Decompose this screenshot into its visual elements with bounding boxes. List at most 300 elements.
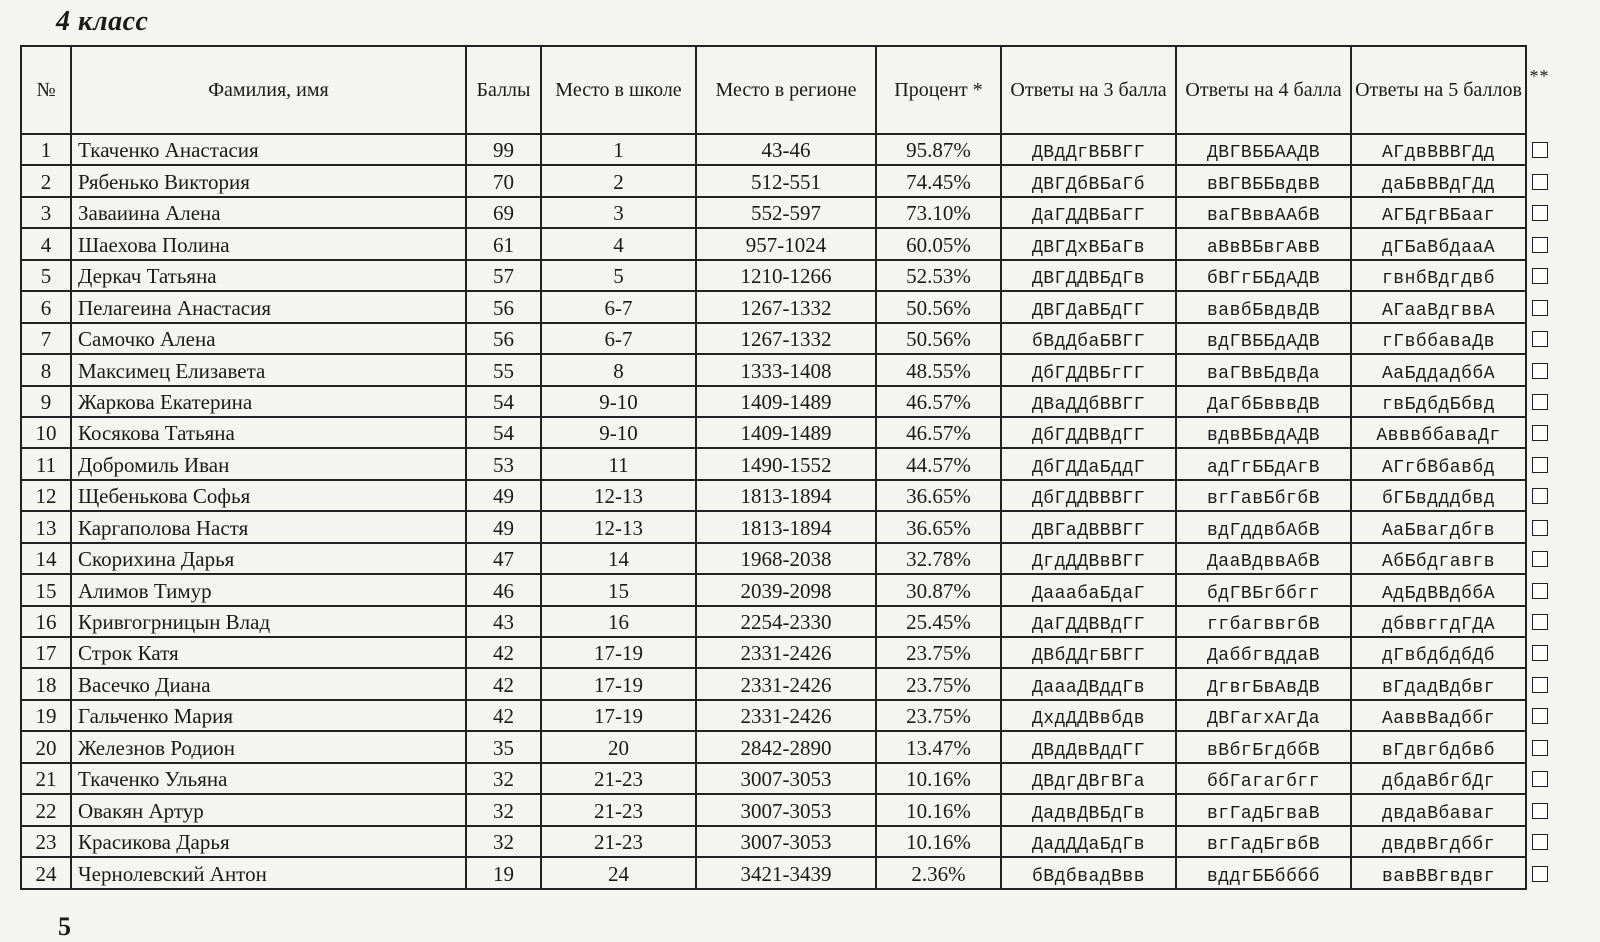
cell-percent: 50.56% xyxy=(876,291,1001,322)
cell-score: 69 xyxy=(466,197,541,228)
cell-checkbox xyxy=(1526,543,1553,574)
cell-region-place: 552-597 xyxy=(696,197,876,228)
cell-school-place: 8 xyxy=(541,354,696,385)
cell-num: 23 xyxy=(21,826,71,857)
cell-answers-5: АаБвагдбгв xyxy=(1351,511,1526,542)
table-row xyxy=(21,511,1553,542)
cell-score: 19 xyxy=(466,857,541,888)
cell-answers-4: вавбБвдвДВ xyxy=(1176,291,1351,322)
cell-percent: 46.57% xyxy=(876,417,1001,448)
cell-region-place: 43-46 xyxy=(696,134,876,165)
cell-answers-4: вдГддвбАбВ xyxy=(1176,511,1351,542)
cell-name: Самочко Алена xyxy=(71,323,466,354)
cell-answers-5: гГвббаваДв xyxy=(1351,323,1526,354)
cell-name: Жаркова Екатерина xyxy=(71,386,466,417)
header-name: Фамилия, имя xyxy=(71,46,466,134)
cell-answers-3: ДгдДДВвВГГ xyxy=(1001,543,1176,574)
cell-num: 10 xyxy=(21,417,71,448)
table-row xyxy=(21,291,1553,322)
cell-checkbox xyxy=(1526,574,1553,605)
row-checkbox[interactable] xyxy=(1532,614,1548,630)
cell-answers-5: гвнбВдгдвб xyxy=(1351,260,1526,291)
cell-percent: 32.78% xyxy=(876,543,1001,574)
cell-checkbox xyxy=(1526,668,1553,699)
row-checkbox[interactable] xyxy=(1532,174,1548,190)
cell-answers-4: ДаГбБвввДВ xyxy=(1176,386,1351,417)
cell-answers-4: бВГгББдАДВ xyxy=(1176,260,1351,291)
cell-school-place: 4 xyxy=(541,228,696,259)
cell-region-place: 2842-2890 xyxy=(696,731,876,762)
cell-school-place: 9-10 xyxy=(541,417,696,448)
cell-checkbox xyxy=(1526,354,1553,385)
cell-region-place: 2331-2426 xyxy=(696,668,876,699)
cell-percent: 36.65% xyxy=(876,480,1001,511)
cell-answers-3: ДВГДДВБдГв xyxy=(1001,260,1176,291)
cell-score: 54 xyxy=(466,386,541,417)
cell-answers-4: ваГВввААбВ xyxy=(1176,197,1351,228)
header-score: Баллы xyxy=(466,46,541,134)
cell-region-place: 1813-1894 xyxy=(696,480,876,511)
cell-checkbox xyxy=(1526,260,1553,291)
cell-answers-4: ггбагввгбВ xyxy=(1176,606,1351,637)
table-row xyxy=(21,165,1553,196)
row-checkbox[interactable] xyxy=(1532,331,1548,347)
cell-region-place: 3421-3439 xyxy=(696,857,876,888)
cell-answers-4: вддгББбббб xyxy=(1176,857,1351,888)
page-title: 4 класс xyxy=(56,6,149,37)
cell-region-place: 2254-2330 xyxy=(696,606,876,637)
cell-answers-3: ДааабаБдаГ xyxy=(1001,574,1176,605)
cell-name: Алимов Тимур xyxy=(71,574,466,605)
cell-school-place: 16 xyxy=(541,606,696,637)
cell-region-place: 1210-1266 xyxy=(696,260,876,291)
table-row xyxy=(21,228,1553,259)
cell-school-place: 2 xyxy=(541,165,696,196)
cell-num: 13 xyxy=(21,511,71,542)
cell-region-place: 1267-1332 xyxy=(696,291,876,322)
cell-percent: 10.16% xyxy=(876,794,1001,825)
cell-answers-5: АдБдВВдббА xyxy=(1351,574,1526,605)
cell-percent: 74.45% xyxy=(876,165,1001,196)
cell-checkbox xyxy=(1526,826,1553,857)
table-row xyxy=(21,543,1553,574)
cell-checkbox xyxy=(1526,291,1553,322)
cell-answers-3: ДВГаДВВВГГ xyxy=(1001,511,1176,542)
table-row xyxy=(21,763,1553,794)
cell-region-place: 1968-2038 xyxy=(696,543,876,574)
cell-answers-4: бдГВБгббгг xyxy=(1176,574,1351,605)
cell-region-place: 3007-3053 xyxy=(696,794,876,825)
cell-percent: 23.75% xyxy=(876,700,1001,731)
cell-score: 56 xyxy=(466,291,541,322)
cell-score: 49 xyxy=(466,480,541,511)
cell-score: 42 xyxy=(466,700,541,731)
cell-checkbox xyxy=(1526,511,1553,542)
cell-answers-3: ДадвДВБдГв xyxy=(1001,794,1176,825)
table-row xyxy=(21,480,1553,511)
row-checkbox[interactable] xyxy=(1532,834,1548,850)
header-num: № xyxy=(21,46,71,134)
cell-score: 46 xyxy=(466,574,541,605)
row-checkbox[interactable] xyxy=(1532,583,1548,599)
cell-answers-5: вавВВгвдвг xyxy=(1351,857,1526,888)
cell-checkbox xyxy=(1526,480,1553,511)
cell-answers-5: вГдвгбдбвб xyxy=(1351,731,1526,762)
cell-percent: 36.65% xyxy=(876,511,1001,542)
cell-answers-5: дГБаВбдааА xyxy=(1351,228,1526,259)
cell-answers-5: АГааВдгввА xyxy=(1351,291,1526,322)
cell-answers-3: ДбГДДВБгГГ xyxy=(1001,354,1176,385)
cell-answers-3: ДВдДгВБВГГ xyxy=(1001,134,1176,165)
table-row xyxy=(21,574,1553,605)
row-checkbox[interactable] xyxy=(1532,300,1548,316)
table-row xyxy=(21,606,1553,637)
cell-score: 57 xyxy=(466,260,541,291)
row-checkbox[interactable] xyxy=(1532,708,1548,724)
header-answers-3: Ответы на 3 балла xyxy=(1001,46,1176,134)
cell-school-place: 21-23 xyxy=(541,826,696,857)
cell-school-place: 12-13 xyxy=(541,511,696,542)
cell-name: Красикова Дарья xyxy=(71,826,466,857)
cell-answers-5: АГБдгВБааг xyxy=(1351,197,1526,228)
cell-answers-4: ДааВдввАбВ xyxy=(1176,543,1351,574)
cell-region-place: 957-1024 xyxy=(696,228,876,259)
cell-answers-3: ДбГДДаБддГ xyxy=(1001,448,1176,479)
cell-answers-3: ДВГДбВБаГб xyxy=(1001,165,1176,196)
cell-answers-4: ДВГВББААДВ xyxy=(1176,134,1351,165)
cell-school-place: 24 xyxy=(541,857,696,888)
cell-answers-5: АГдвВВВГДд xyxy=(1351,134,1526,165)
table-row xyxy=(21,826,1553,857)
cell-percent: 2.36% xyxy=(876,857,1001,888)
cell-score: 35 xyxy=(466,731,541,762)
cell-answers-4: вгГавБбгбВ xyxy=(1176,480,1351,511)
cell-school-place: 17-19 xyxy=(541,637,696,668)
cell-answers-3: ДВГДаВБдГГ xyxy=(1001,291,1176,322)
cell-school-place: 6-7 xyxy=(541,323,696,354)
cell-percent: 95.87% xyxy=(876,134,1001,165)
cell-checkbox xyxy=(1526,417,1553,448)
cell-school-place: 3 xyxy=(541,197,696,228)
cell-percent: 25.45% xyxy=(876,606,1001,637)
cell-num: 2 xyxy=(21,165,71,196)
cell-answers-4: вдвВБвдАДВ xyxy=(1176,417,1351,448)
cell-answers-3: бВдДбаБВГГ xyxy=(1001,323,1176,354)
cell-school-place: 5 xyxy=(541,260,696,291)
row-checkbox[interactable] xyxy=(1532,771,1548,787)
cell-name: Овакян Артур xyxy=(71,794,466,825)
cell-answers-3: ДаГДДВБаГГ xyxy=(1001,197,1176,228)
cell-answers-4: вдГВББдАДВ xyxy=(1176,323,1351,354)
cell-num: 9 xyxy=(21,386,71,417)
cell-answers-3: ДадДДаБдГв xyxy=(1001,826,1176,857)
cell-name: Железнов Родион xyxy=(71,731,466,762)
cell-score: 99 xyxy=(466,134,541,165)
cell-region-place: 3007-3053 xyxy=(696,763,876,794)
header-extra: ** xyxy=(1529,66,1550,86)
row-checkbox[interactable] xyxy=(1532,237,1548,253)
cell-percent: 10.16% xyxy=(876,763,1001,794)
cell-checkbox xyxy=(1526,794,1553,825)
cell-school-place: 12-13 xyxy=(541,480,696,511)
cell-num: 4 xyxy=(21,228,71,259)
row-checkbox[interactable] xyxy=(1532,205,1548,221)
cell-region-place: 2331-2426 xyxy=(696,700,876,731)
table-row xyxy=(21,134,1553,165)
header-percent: Процент * xyxy=(876,46,1001,134)
cell-answers-5: АбБбдгавгв xyxy=(1351,543,1526,574)
cell-checkbox xyxy=(1526,857,1553,888)
cell-num: 24 xyxy=(21,857,71,888)
cell-school-place: 21-23 xyxy=(541,794,696,825)
cell-region-place: 1267-1332 xyxy=(696,323,876,354)
cell-answers-3: ДВаДДбВВГГ xyxy=(1001,386,1176,417)
cell-name: Каргаполова Настя xyxy=(71,511,466,542)
cell-region-place: 1409-1489 xyxy=(696,417,876,448)
cell-score: 43 xyxy=(466,606,541,637)
cell-answers-5: АаБддадббА xyxy=(1351,354,1526,385)
cell-school-place: 20 xyxy=(541,731,696,762)
cell-checkbox xyxy=(1526,134,1553,165)
footer-mark: 5 xyxy=(58,912,71,941)
table-body xyxy=(21,134,1553,889)
table-row xyxy=(21,794,1553,825)
table-row xyxy=(21,637,1553,668)
cell-name: Ткаченко Анастасия xyxy=(71,134,466,165)
cell-school-place: 11 xyxy=(541,448,696,479)
cell-school-place: 21-23 xyxy=(541,763,696,794)
table-row xyxy=(21,417,1553,448)
row-checkbox[interactable] xyxy=(1532,551,1548,567)
cell-answers-3: ДбГДДВВдГГ xyxy=(1001,417,1176,448)
cell-answers-5: гвБдбдБбвд xyxy=(1351,386,1526,417)
cell-answers-3: ДхдДДВвбдв xyxy=(1001,700,1176,731)
cell-name: Рябенько Виктория xyxy=(71,165,466,196)
cell-answers-4: ДаббгвддаВ xyxy=(1176,637,1351,668)
cell-answers-5: двдаВбаваг xyxy=(1351,794,1526,825)
cell-answers-3: ДВГДхВБаГв xyxy=(1001,228,1176,259)
cell-answers-3: ДВдДвВддГГ xyxy=(1001,731,1176,762)
cell-num: 1 xyxy=(21,134,71,165)
cell-num: 12 xyxy=(21,480,71,511)
row-checkbox[interactable] xyxy=(1532,677,1548,693)
cell-percent: 10.16% xyxy=(876,826,1001,857)
row-checkbox[interactable] xyxy=(1532,488,1548,504)
cell-num: 6 xyxy=(21,291,71,322)
cell-name: Добромиль Иван xyxy=(71,448,466,479)
cell-percent: 46.57% xyxy=(876,386,1001,417)
cell-num: 15 xyxy=(21,574,71,605)
cell-answers-4: ДгвгБвАвДВ xyxy=(1176,668,1351,699)
cell-answers-4: вгГадБгвбВ xyxy=(1176,826,1351,857)
cell-score: 32 xyxy=(466,763,541,794)
cell-name: Щебенькова Софья xyxy=(71,480,466,511)
cell-answers-4: ббГагагбгг xyxy=(1176,763,1351,794)
header-answers-5: Ответы на 5 баллов xyxy=(1351,46,1526,134)
cell-num: 7 xyxy=(21,323,71,354)
cell-checkbox xyxy=(1526,700,1553,731)
cell-name: Пелагеина Анастасия xyxy=(71,291,466,322)
cell-score: 53 xyxy=(466,448,541,479)
row-checkbox[interactable] xyxy=(1532,645,1548,661)
row-checkbox[interactable] xyxy=(1532,142,1548,158)
cell-score: 32 xyxy=(466,794,541,825)
cell-percent: 48.55% xyxy=(876,354,1001,385)
cell-answers-3: бВдбвадВвв xyxy=(1001,857,1176,888)
cell-name: Васечко Диана xyxy=(71,668,466,699)
cell-num: 3 xyxy=(21,197,71,228)
cell-score: 49 xyxy=(466,511,541,542)
cell-num: 18 xyxy=(21,668,71,699)
cell-num: 21 xyxy=(21,763,71,794)
row-checkbox[interactable] xyxy=(1532,425,1548,441)
table-row xyxy=(21,668,1553,699)
cell-answers-5: вГдадВдбвг xyxy=(1351,668,1526,699)
cell-answers-3: ДаГДДВВдГГ xyxy=(1001,606,1176,637)
cell-name: Кривгогрницын Влад xyxy=(71,606,466,637)
row-checkbox[interactable] xyxy=(1532,363,1548,379)
cell-answers-5: дГвбдбдбДб xyxy=(1351,637,1526,668)
table-row xyxy=(21,260,1553,291)
cell-region-place: 2331-2426 xyxy=(696,637,876,668)
cell-answers-5: двдвВгдббг xyxy=(1351,826,1526,857)
cell-answers-3: ДВбДДгБВГГ xyxy=(1001,637,1176,668)
table-row xyxy=(21,857,1553,888)
cell-percent: 23.75% xyxy=(876,668,1001,699)
cell-num: 19 xyxy=(21,700,71,731)
cell-answers-4: ДВГагхАгДа xyxy=(1176,700,1351,731)
cell-name: Максимец Елизавета xyxy=(71,354,466,385)
cell-percent: 50.56% xyxy=(876,323,1001,354)
cell-percent: 60.05% xyxy=(876,228,1001,259)
cell-name: Скорихина Дарья xyxy=(71,543,466,574)
row-checkbox[interactable] xyxy=(1532,740,1548,756)
cell-score: 42 xyxy=(466,668,541,699)
cell-checkbox xyxy=(1526,731,1553,762)
cell-region-place: 512-551 xyxy=(696,165,876,196)
cell-num: 16 xyxy=(21,606,71,637)
table-row xyxy=(21,197,1553,228)
cell-percent: 44.57% xyxy=(876,448,1001,479)
row-checkbox[interactable] xyxy=(1532,520,1548,536)
cell-num: 5 xyxy=(21,260,71,291)
cell-school-place: 9-10 xyxy=(541,386,696,417)
row-checkbox[interactable] xyxy=(1532,394,1548,410)
cell-num: 14 xyxy=(21,543,71,574)
cell-percent: 30.87% xyxy=(876,574,1001,605)
cell-answers-4: вВГВББвдвВ xyxy=(1176,165,1351,196)
cell-answers-3: ДбГДДВВВГГ xyxy=(1001,480,1176,511)
cell-region-place: 2039-2098 xyxy=(696,574,876,605)
cell-name: Ткаченко Ульяна xyxy=(71,763,466,794)
cell-answers-4: вгГадБгваВ xyxy=(1176,794,1351,825)
cell-school-place: 15 xyxy=(541,574,696,605)
cell-answers-4: ваГВвБдвДа xyxy=(1176,354,1351,385)
cell-checkbox xyxy=(1526,228,1553,259)
cell-school-place: 17-19 xyxy=(541,700,696,731)
cell-name: Шаехова Полина xyxy=(71,228,466,259)
cell-region-place: 1490-1552 xyxy=(696,448,876,479)
cell-checkbox xyxy=(1526,637,1553,668)
cell-answers-5: АГгбВбавбд xyxy=(1351,448,1526,479)
results-table xyxy=(20,45,1554,890)
header-answers-4: Ответы на 4 балла xyxy=(1176,46,1351,134)
cell-score: 61 xyxy=(466,228,541,259)
cell-name: Чернолевский Антон xyxy=(71,857,466,888)
row-checkbox[interactable] xyxy=(1532,268,1548,284)
cell-checkbox xyxy=(1526,197,1553,228)
cell-checkbox xyxy=(1526,386,1553,417)
cell-score: 42 xyxy=(466,637,541,668)
cell-score: 54 xyxy=(466,417,541,448)
cell-num: 17 xyxy=(21,637,71,668)
cell-answers-5: даБвВВдГДд xyxy=(1351,165,1526,196)
cell-school-place: 6-7 xyxy=(541,291,696,322)
cell-num: 20 xyxy=(21,731,71,762)
cell-answers-5: дбввггдГДА xyxy=(1351,606,1526,637)
row-checkbox[interactable] xyxy=(1532,457,1548,473)
table-row xyxy=(21,700,1553,731)
cell-school-place: 1 xyxy=(541,134,696,165)
header-region-place: Место в регионе xyxy=(696,46,876,134)
cell-checkbox xyxy=(1526,763,1553,794)
cell-answers-5: бГБвдддбвд xyxy=(1351,480,1526,511)
cell-checkbox xyxy=(1526,606,1553,637)
cell-school-place: 17-19 xyxy=(541,668,696,699)
table-row xyxy=(21,354,1553,385)
cell-answers-3: ДаааДВддГв xyxy=(1001,668,1176,699)
cell-region-place: 3007-3053 xyxy=(696,826,876,857)
cell-score: 70 xyxy=(466,165,541,196)
cell-answers-5: АвввббаваДг xyxy=(1351,417,1526,448)
cell-percent: 73.10% xyxy=(876,197,1001,228)
cell-num: 22 xyxy=(21,794,71,825)
cell-checkbox xyxy=(1526,323,1553,354)
table-row xyxy=(21,731,1553,762)
cell-name: Деркач Татьяна xyxy=(71,260,466,291)
cell-checkbox xyxy=(1526,165,1553,196)
cell-score: 56 xyxy=(466,323,541,354)
cell-num: 11 xyxy=(21,448,71,479)
cell-percent: 13.47% xyxy=(876,731,1001,762)
cell-percent: 23.75% xyxy=(876,637,1001,668)
row-checkbox[interactable] xyxy=(1532,866,1548,882)
table-row xyxy=(21,448,1553,479)
cell-name: Гальченко Мария xyxy=(71,700,466,731)
row-checkbox[interactable] xyxy=(1532,803,1548,819)
cell-name: Косякова Татьяна xyxy=(71,417,466,448)
cell-answers-5: АаввВадббг xyxy=(1351,700,1526,731)
cell-answers-4: адГгББдАгВ xyxy=(1176,448,1351,479)
header-row xyxy=(21,46,1553,134)
cell-score: 32 xyxy=(466,826,541,857)
header-school-place: Место в школе xyxy=(541,46,696,134)
cell-score: 55 xyxy=(466,354,541,385)
cell-answers-4: вВбгБгдббВ xyxy=(1176,731,1351,762)
cell-name: Заваиина Алена xyxy=(71,197,466,228)
cell-region-place: 1409-1489 xyxy=(696,386,876,417)
cell-checkbox xyxy=(1526,448,1553,479)
cell-answers-4: аВвВБвгАвВ xyxy=(1176,228,1351,259)
table-row xyxy=(21,386,1553,417)
cell-answers-3: ДВдгДВгВГа xyxy=(1001,763,1176,794)
table-row xyxy=(21,323,1553,354)
cell-num: 8 xyxy=(21,354,71,385)
cell-percent: 52.53% xyxy=(876,260,1001,291)
cell-school-place: 14 xyxy=(541,543,696,574)
cell-region-place: 1333-1408 xyxy=(696,354,876,385)
cell-region-place: 1813-1894 xyxy=(696,511,876,542)
